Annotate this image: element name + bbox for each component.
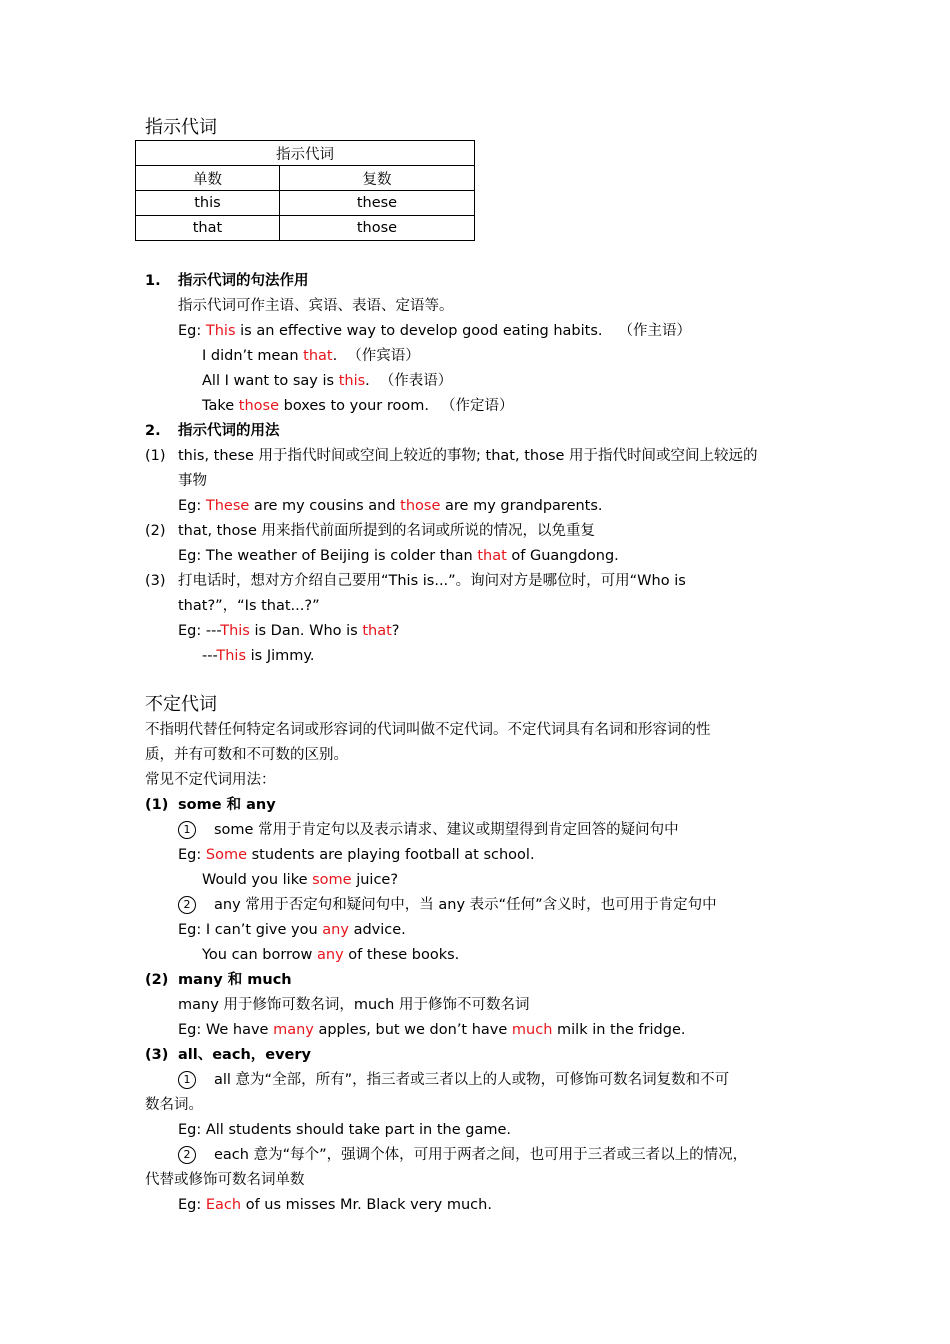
list-number: 1.: [145, 273, 161, 289]
list-number: (3): [145, 1047, 169, 1063]
highlight-word: many: [273, 1022, 314, 1038]
example-line: [202, 371, 452, 391]
example-text: Eg: ---: [178, 623, 221, 639]
paragraph: that, those 用来指代前面所提到的名词或所说的情况，以免重复: [178, 523, 595, 539]
example-text: is Jimmy.: [246, 648, 315, 664]
table-caption: 指示代词: [136, 141, 475, 166]
usage-note: （作主语）: [618, 323, 692, 339]
section-heading-demonstrative: 指示代词: [145, 117, 217, 138]
example-text: Eg:: [178, 498, 206, 514]
example-text: Eg:: [178, 323, 206, 339]
example-text: of us misses Mr. Black very much.: [241, 1197, 492, 1213]
example-line: [202, 396, 513, 416]
paragraph: many 用于修饰可数名词，much 用于修饰不可数名词: [178, 997, 530, 1013]
subsection-title: all、each，every: [178, 1047, 311, 1063]
example-text: of these books.: [343, 947, 460, 963]
point-text: some 常用于肯定句以及表示请求、建议或期望得到肯定回答的疑问句中: [214, 822, 679, 838]
demonstrative-pronoun-table: [135, 140, 475, 241]
highlight-word: Each: [205, 1197, 242, 1213]
example-text: Eg: I can’t give you: [178, 922, 323, 938]
example-text: ---: [202, 648, 217, 664]
table-header-singular: 单数: [136, 166, 280, 191]
example-text: ?: [391, 623, 400, 639]
paragraph: 代替或修饰可数名词单数: [145, 1172, 305, 1188]
highlight-word: any: [322, 922, 349, 938]
example-text: Eg:: [178, 847, 206, 863]
example-line: [178, 1195, 492, 1215]
highlight-word: that: [303, 348, 333, 364]
circled-number-2: 2: [178, 896, 196, 914]
example-text: apples, but we don’t have: [313, 1022, 512, 1038]
highlight-word: This: [205, 323, 236, 339]
example-line: [202, 870, 398, 890]
table-row: [136, 191, 475, 216]
table-cell: these: [279, 191, 474, 216]
example-text: You can borrow: [202, 947, 318, 963]
example-text: Eg: We have: [178, 1022, 274, 1038]
list-number: 2.: [145, 423, 161, 439]
list-number: (1): [145, 448, 166, 464]
example-line: [178, 321, 691, 341]
paragraph: 指示代词可作主语、宾语、表语、定语等。: [178, 298, 454, 314]
paragraph: 质，并有可数和不可数的区别。: [145, 747, 348, 763]
example-text: advice.: [348, 922, 406, 938]
highlight-word: that: [362, 623, 392, 639]
subsection-title: 指示代词的用法: [178, 423, 280, 439]
example-text: is Dan. Who is: [249, 623, 363, 639]
highlight-word: This: [220, 623, 250, 639]
point-line: [178, 1070, 729, 1090]
paragraph: that?”，“Is that...?”: [178, 598, 320, 614]
table-cell: this: [136, 191, 280, 216]
example-text: Would you like: [202, 872, 313, 888]
highlight-word: much: [511, 1022, 553, 1038]
subsection-title: 指示代词的句法作用: [178, 273, 309, 289]
paragraph: this, these 用于指代时间或空间上较近的事物; that, those 用于指代时间或空间上较远的: [178, 448, 758, 464]
table-cell: those: [279, 216, 474, 241]
usage-note: （作定语）: [440, 398, 514, 414]
example-line: [202, 945, 459, 965]
highlight-word: These: [205, 498, 250, 514]
paragraph: 事物: [178, 473, 207, 489]
point-line: [178, 1145, 747, 1165]
example-text: is an effective way to develop good eating habits.: [235, 323, 603, 339]
example-line: [178, 621, 400, 641]
paragraph: 不指明代替任何特定名词或形容词的代词叫做不定代词。不定代词具有名词和形容词的性: [145, 722, 711, 738]
paragraph: 打电话时，想对方介绍自己要用“This is...”。询问对方是哪位时，可用“Who is: [178, 573, 686, 589]
circled-number-2: 2: [178, 1146, 196, 1164]
example-line: [178, 496, 603, 516]
example-text: students are playing football at school.: [247, 847, 535, 863]
example-line: Eg: All students should take part in the game.: [178, 1122, 511, 1138]
point-text: any 常用于否定句和疑问句中，当 any 表示“任何”含义时，也可用于肯定句中: [214, 897, 717, 913]
example-text: Eg:: [178, 1197, 206, 1213]
example-text: are my cousins and: [249, 498, 401, 514]
subsection-title: some 和 any: [178, 797, 276, 813]
example-text: Take: [202, 398, 239, 414]
table-header-plural: 复数: [279, 166, 474, 191]
highlight-word: some: [312, 872, 352, 888]
highlight-word: that: [477, 548, 507, 564]
table-cell: that: [136, 216, 280, 241]
usage-note: （作宾语）: [347, 348, 420, 364]
highlight-word: those: [238, 398, 279, 414]
example-text: of Guangdong.: [506, 548, 619, 564]
subsection-title: many 和 much: [178, 972, 292, 988]
section-heading-indefinite: 不定代词: [145, 694, 217, 715]
paragraph: 数名词。: [145, 1097, 203, 1113]
paragraph: 常见不定代词用法：: [145, 772, 276, 788]
example-text: boxes to your room.: [279, 398, 429, 414]
example-line: [178, 546, 619, 566]
example-text: milk in the fridge.: [552, 1022, 686, 1038]
list-number: (2): [145, 972, 169, 988]
example-text: .: [332, 348, 338, 364]
list-number: (2): [145, 523, 166, 539]
highlight-word: any: [317, 947, 344, 963]
example-text: All I want to say is: [202, 373, 339, 389]
circled-number-1: 1: [178, 1071, 196, 1089]
highlight-word: this: [338, 373, 366, 389]
example-text: are my grandparents.: [440, 498, 603, 514]
usage-note: （作表语）: [379, 373, 453, 389]
circled-number-1: 1: [178, 821, 196, 839]
example-text: Eg: The weather of Beijing is colder than: [178, 548, 478, 564]
point-line: [178, 895, 717, 915]
list-number: (3): [145, 573, 166, 589]
example-line: [178, 920, 406, 940]
example-line: [178, 1020, 685, 1040]
example-text: I didn’t mean: [202, 348, 304, 364]
point-line: [178, 820, 679, 840]
example-text: .: [365, 373, 370, 389]
highlight-word: those: [400, 498, 441, 514]
highlight-word: This: [216, 648, 247, 664]
example-text: juice?: [351, 872, 399, 888]
list-number: (1): [145, 797, 169, 813]
table-row: [136, 216, 475, 241]
example-line: [202, 346, 420, 366]
example-line: [202, 646, 315, 666]
highlight-word: Some: [205, 847, 247, 863]
point-text: each 意为“每个”，强调个体，可用于两者之间，也可用于三者或三者以上的情况，: [214, 1147, 748, 1163]
point-text: all 意为“全部，所有”，指三者或三者以上的人或物，可修饰可数名词复数和不可: [214, 1072, 730, 1088]
example-line: [178, 845, 535, 865]
